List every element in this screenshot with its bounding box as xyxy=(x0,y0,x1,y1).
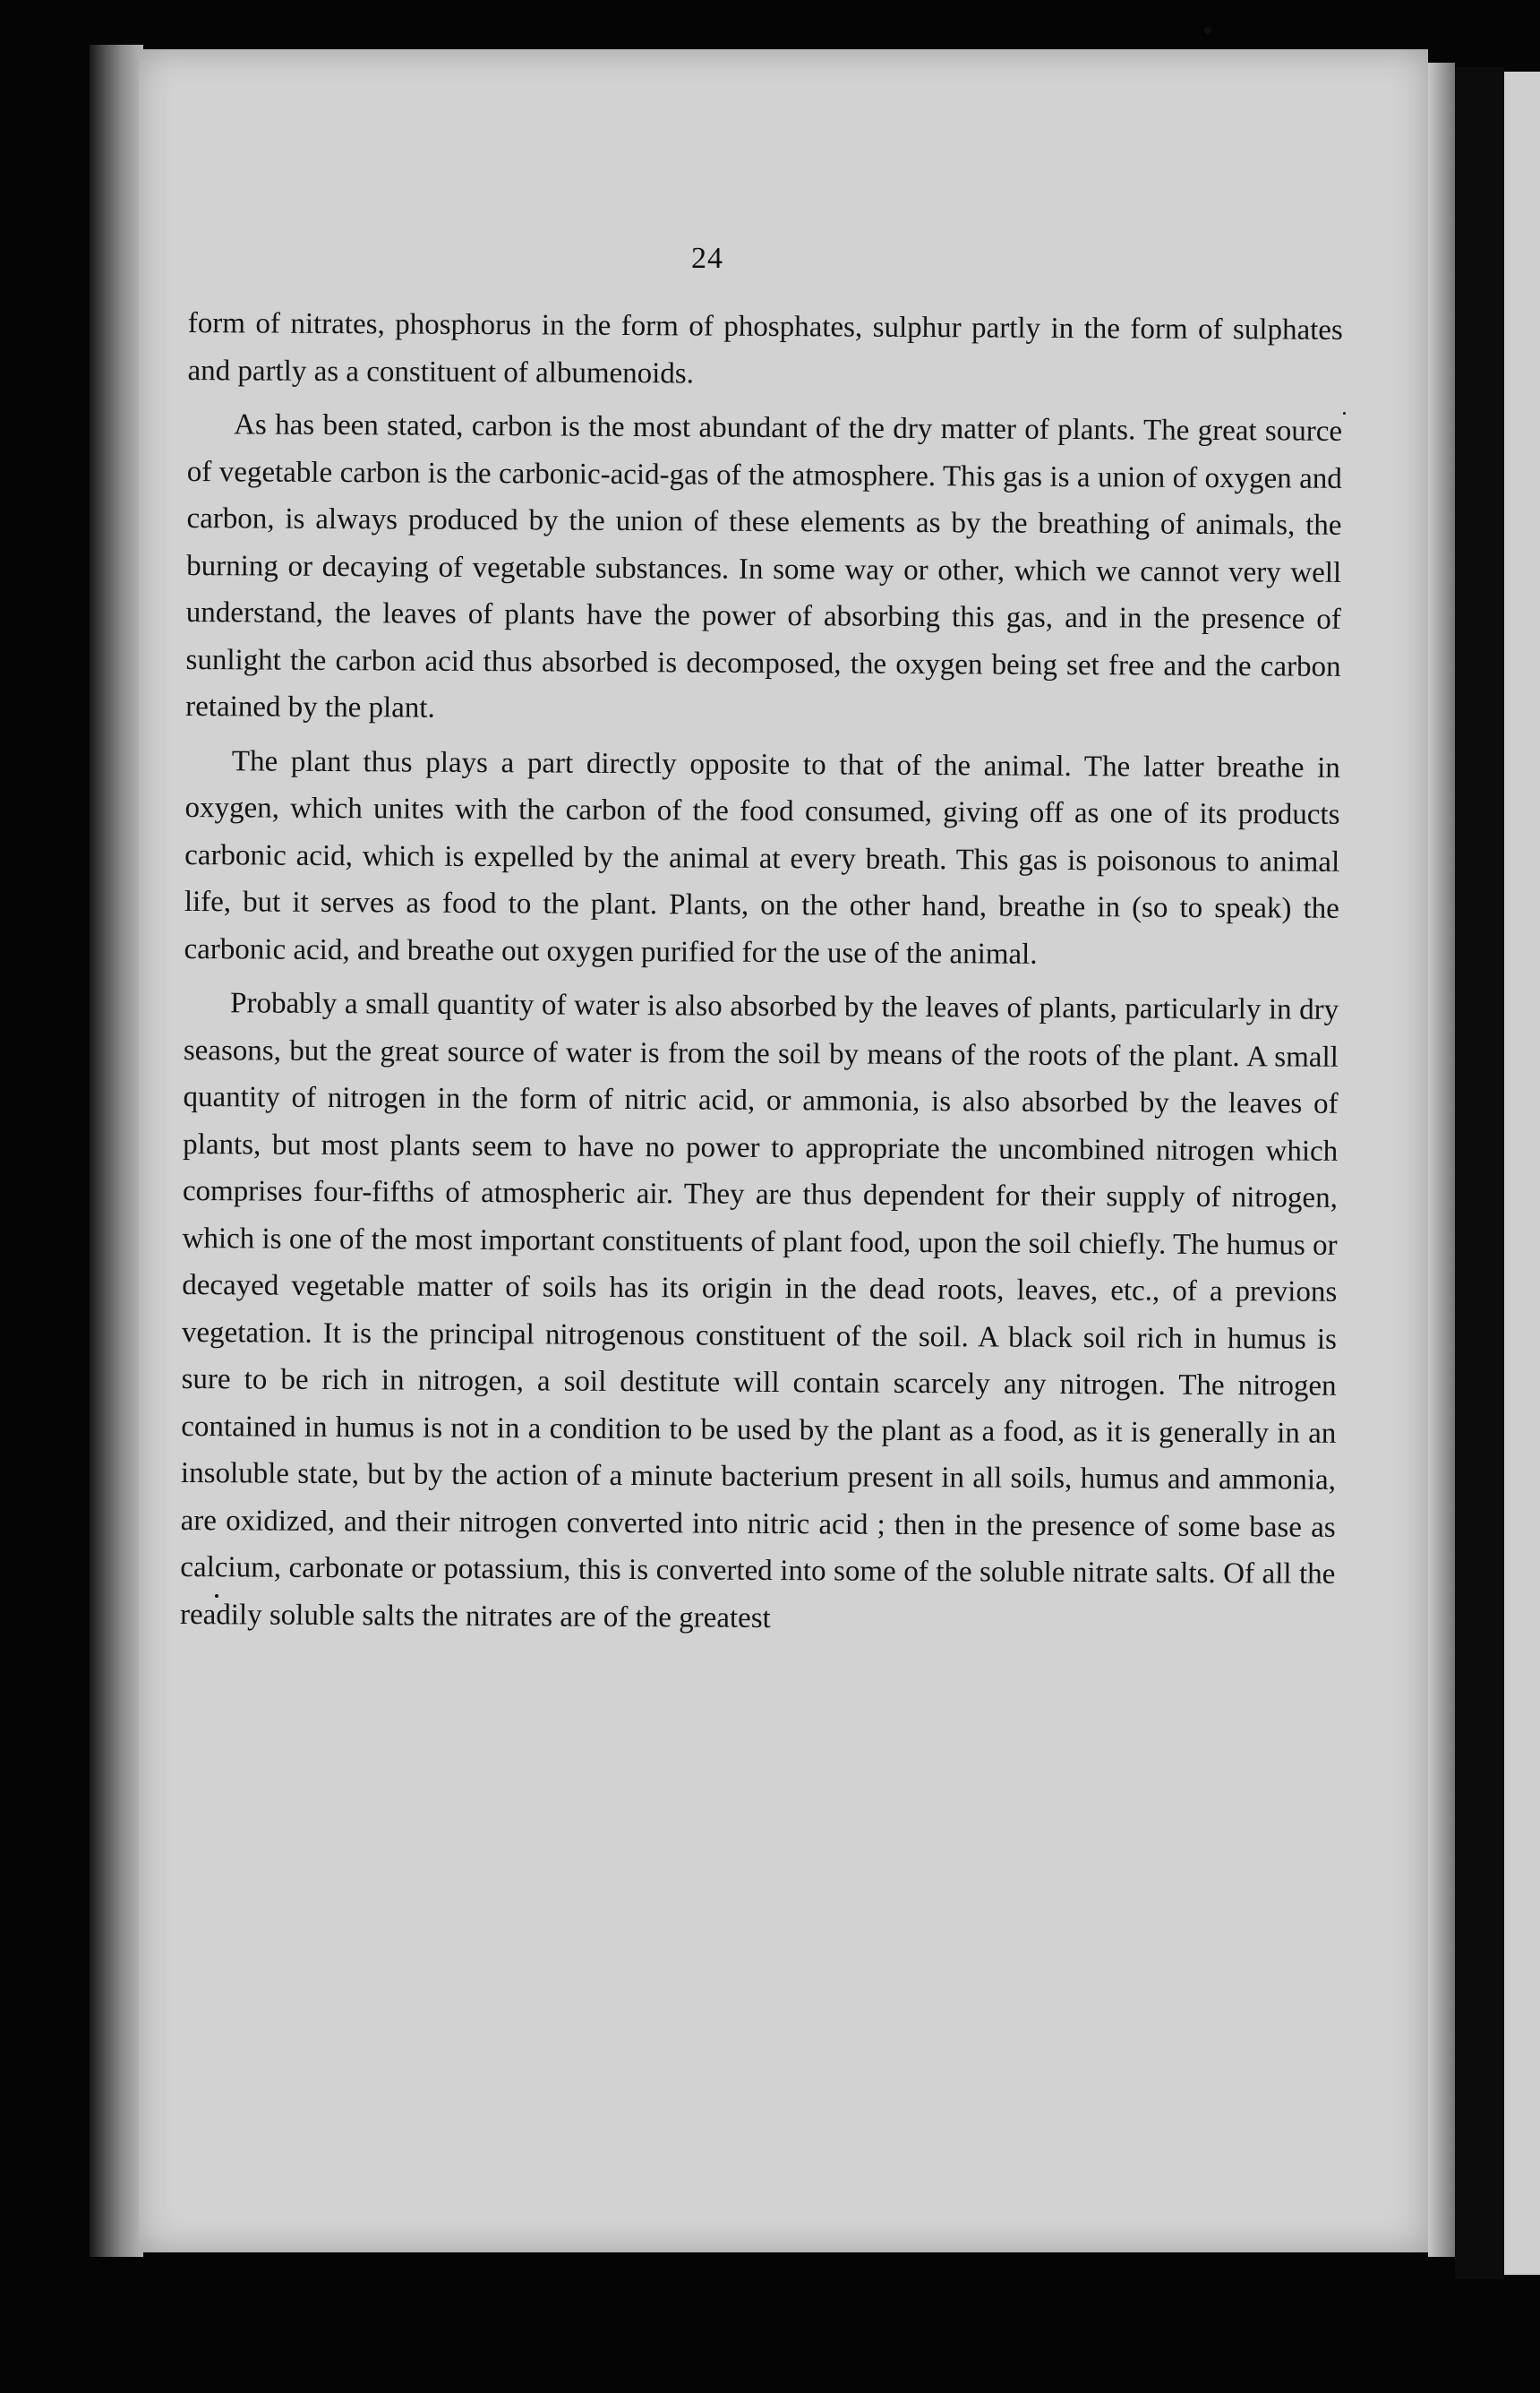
body-text xyxy=(180,300,1343,1652)
page-stack-edge-left xyxy=(90,45,143,2257)
paragraph-1: form of nitrates, phosphorus in the form of phosphates, sulphur partly in the form of sulphates and partly as a constituent of albumenoids. xyxy=(187,306,1343,390)
book-spine xyxy=(1455,67,1504,2279)
paragraph-3: The plant thus plays a part directly opposite to that of the animal. The latter breathe in oxygen, which unites with the carbon of the food consumed, giving off as one of its products carbonic acid, which is expelled by the animal at every breath. This gas is poisonous to animal life, but it serves as food to the plant. Plants, on the other hand, breathe in (so to speak) the carbonic acid, and breathe out oxygen purified for the use of the animal. xyxy=(184,744,1340,971)
scan-speck xyxy=(1343,412,1346,415)
page-number: 24 xyxy=(691,242,723,275)
scan-speck xyxy=(1204,27,1211,34)
paragraph-4: Probably a small quantity of water is also absorbed by the leaves of plants, particularly in dry seasons, but the great source of water is from the soil by means of the roots of the plant. A small quantity of nitrogen in the form of nitric acid, or ammonia, is also absorbed by the leaves of plants, but most plants seem to have no power to appropriate the uncombined nitrogen which comprises four-fifths of atmospheric air. They are thus dependent for their supply of nitrogen, which is one of the most important constituents of plant food, upon the soil chiefly. The humus or decayed vegetable matter of soils has its origin in the dead roots, leaves, etc., of a previons vegetation. It is the principal nitrogenous constituent of the soil. A black soil rich in humus is sure to be rich in nitrogen, a soil destitute will contain scarcely any nitrogen. The nitrogen contained in humus is not in a condition to be used by the plant as a food, as it is generally in an insoluble state, but by the action of a minute bacterium present in all soils, humus and ammonia, are oxidized, and their nitrogen converted into nitric acid ; then in the presence of some base as calcium, carbonate or potassium, this is converted into some of the soluble nitrate salts. Of all the readily soluble salts the nitrates are of the greatest xyxy=(179,987,1339,1634)
paragraph-2: As has been stated, carbon is the most abundant of the dry matter of plants. The great source of vegetable carbon is the carbonic-acid-gas of the atmosphere. This gas is a union of oxygen and carbon, is always produced by the union of these elements as by the breathing of animals, the burning or decaying of vegetable substances. In some way or other, which we cannot very well understand, the leaves of plants have the power of absorbing this gas, and in the presence of sunlight the carbon acid thus absorbed is decomposed, the oxygen being set free and the carbon retained by the plant. xyxy=(185,408,1343,725)
page-gutter-shadow xyxy=(1428,63,1455,2257)
facing-page-edge xyxy=(1504,72,1540,2275)
scan-speck xyxy=(215,1594,218,1598)
